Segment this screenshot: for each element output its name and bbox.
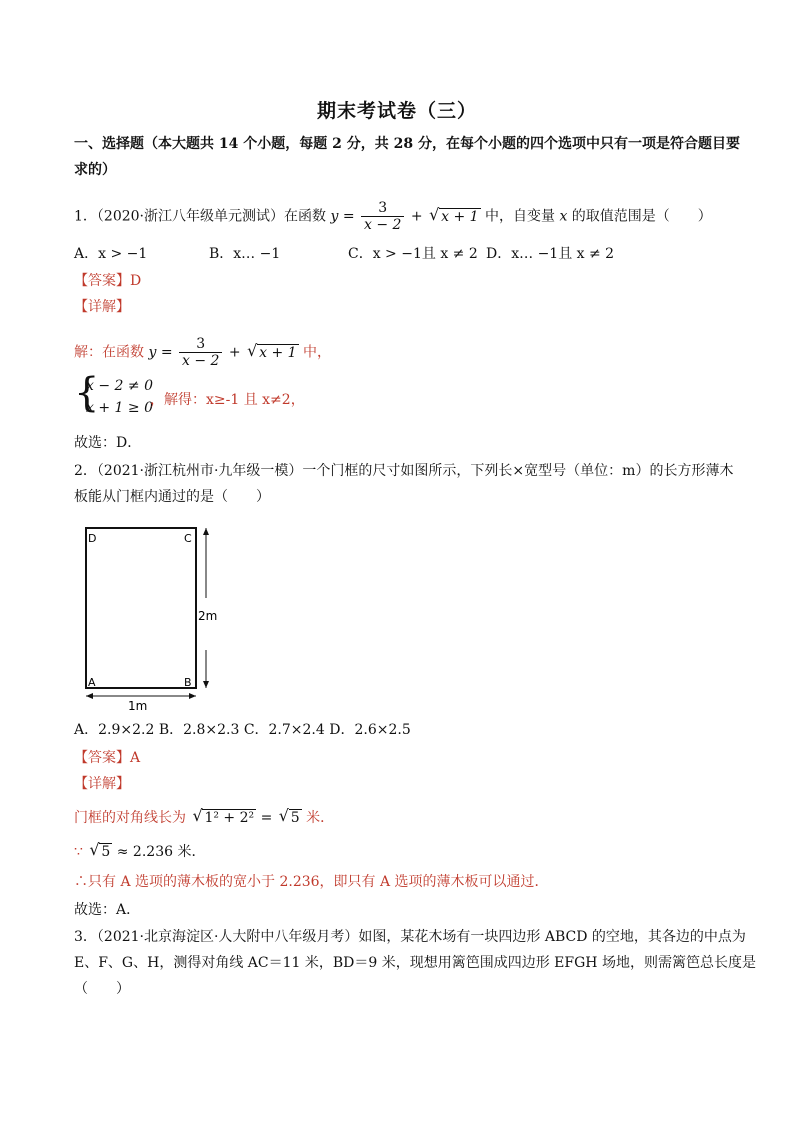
height-label: 2m: [198, 609, 218, 623]
q3-line-3: （ ）: [74, 981, 130, 997]
q3-line-2: E、F、G、H，测得对角线 AC＝11 米，BD＝9 米，现想用篱笆围成四边形 EFGH 场地，则需篱笆总长度是: [74, 955, 756, 971]
q2-stem-2: 板能从门框内通过的是（ ）: [74, 489, 270, 505]
width-arrowhead-right: [189, 693, 196, 699]
q2-approx-b: ≈ 2.236 米．: [116, 844, 206, 860]
q1-option-c: C．x > −1且 x ≠ 2: [348, 246, 478, 262]
q1-option-d: D．x… −1且 x ≠ 2: [486, 246, 615, 262]
q1-sol-frac-den: x − 2: [182, 353, 220, 369]
q2-diag-a: 门框的对角线长为: [74, 810, 186, 826]
q1-sol-sqrt-body: x + 1: [259, 344, 297, 361]
label-a: A: [88, 676, 96, 689]
door-frame-rect: [86, 528, 196, 688]
q2-diagonal: [74, 808, 334, 828]
q1-solution: 解：在函数 y = $\frac{3}{x - 2}$ + √ x + 1 中，: [74, 336, 331, 369]
q2-conclusion: 故选：A．: [74, 902, 141, 918]
q1-sol-frac-num: 3: [179, 336, 222, 353]
q3-line-1: 3．（2021·北京海淀区·人大附中八年级月考）如图，某花木场有一块四边形 ABCD 的空地，其各边的中点为: [74, 929, 746, 945]
q1-stem-c: 的取值范围是（ ）: [571, 208, 712, 225]
q1-fraction: [361, 200, 404, 233]
q1-var-y: y: [330, 208, 339, 225]
q2-approx-sqrt: √ 5: [89, 840, 111, 860]
q2-approx-a: ∵: [74, 844, 83, 860]
section-heading: 一、选择题（本大题共 14 个小题，每题 2 分，共 28 分，在每个小题的四个选项中只有一项是符合题目要: [74, 136, 740, 152]
label-c: C: [184, 532, 192, 545]
height-arrowhead-down: [203, 681, 209, 688]
q2-diag-sqrt: √ 1² + 2²: [192, 806, 255, 826]
q1-conclusion: 故选：D．: [74, 435, 142, 451]
q2-approx-sqrt-body: 5: [101, 844, 111, 860]
q2-diag-sqrt2-body: 5: [290, 810, 300, 826]
q1-var-x: x: [559, 208, 568, 225]
label-b: B: [184, 676, 192, 689]
q1-solve-result: x≥-1 且 x≠2，: [206, 392, 305, 408]
q1-frac-num: 3: [361, 200, 404, 217]
q2-diag-b: 米．: [306, 810, 335, 826]
q2-stem-1: 2．（2021·浙江杭州市·九年级一模）一个门框的尺寸如图所示，下列长×宽型号（单位：m）的长方形薄木: [74, 463, 734, 479]
q2-options: A．2.9×2.2 B．2.8×2.3 C．2.7×2.4 D．2.6×2.5: [74, 722, 411, 738]
q1-sol-fraction: [179, 336, 222, 369]
q2-detail-label: 【详解】: [74, 776, 130, 792]
q2-reason: ∴只有 A 选项的薄木板的宽小于 2.236，即只有 A 选项的薄木板可以通过．: [74, 874, 549, 890]
q1-sol-sqrt: √ x + 1: [247, 340, 297, 361]
q1-sqrt: √ x + 1: [429, 204, 479, 225]
q1-sol-a: 解：在函数: [74, 344, 144, 361]
q1-sol-var-y: y: [148, 344, 157, 361]
q2-diag-sqrt-body: 1² + 2²: [204, 810, 255, 826]
q2-answer: 【答案】A: [74, 750, 141, 766]
height-arrowhead-up: [203, 528, 209, 535]
q2-approx: [74, 842, 205, 862]
width-arrowhead-left: [86, 693, 93, 699]
q1-solve-line: [150, 390, 305, 410]
label-d: D: [88, 532, 97, 545]
q1-system-brace: {: [74, 370, 100, 416]
q1-ineq-1: x − 2 ≠ 0: [86, 378, 153, 394]
q2-diag-sqrt2: √ 5: [278, 806, 300, 826]
q1-sol-b: 中，: [302, 344, 331, 361]
q1-stem-a: 1．（2020·浙江八年级单元测试）在函数: [74, 208, 326, 225]
q1-option-b: B．x… −1: [209, 246, 281, 262]
q1-stem: 1．（2020·浙江八年级单元测试）在函数 y = $\frac{3}{x - 2}$ + √ x + 1 中，自变量 x 的取值范围是（ ）: [74, 200, 712, 233]
q1-stem-b: 中，自变量: [484, 208, 555, 225]
q1-ineq-2: x + 1 ≥ 0: [86, 400, 153, 416]
width-label: 1m: [128, 699, 148, 713]
page-title: 期末考试卷（三）: [316, 100, 477, 122]
q1-solve-text: ，解得：: [150, 392, 206, 408]
q1-option-a: A．x > −1: [74, 246, 148, 262]
q1-detail-label: 【详解】: [74, 299, 130, 315]
door-frame-figure: [74, 520, 234, 715]
section-heading-cont: 求的）: [74, 162, 116, 178]
q1-answer: 【答案】D: [74, 273, 142, 289]
q2-diag-eq: =: [260, 810, 273, 826]
q1-frac-den: x − 2: [364, 217, 402, 233]
q1-sqrt-body: x + 1: [441, 208, 479, 225]
